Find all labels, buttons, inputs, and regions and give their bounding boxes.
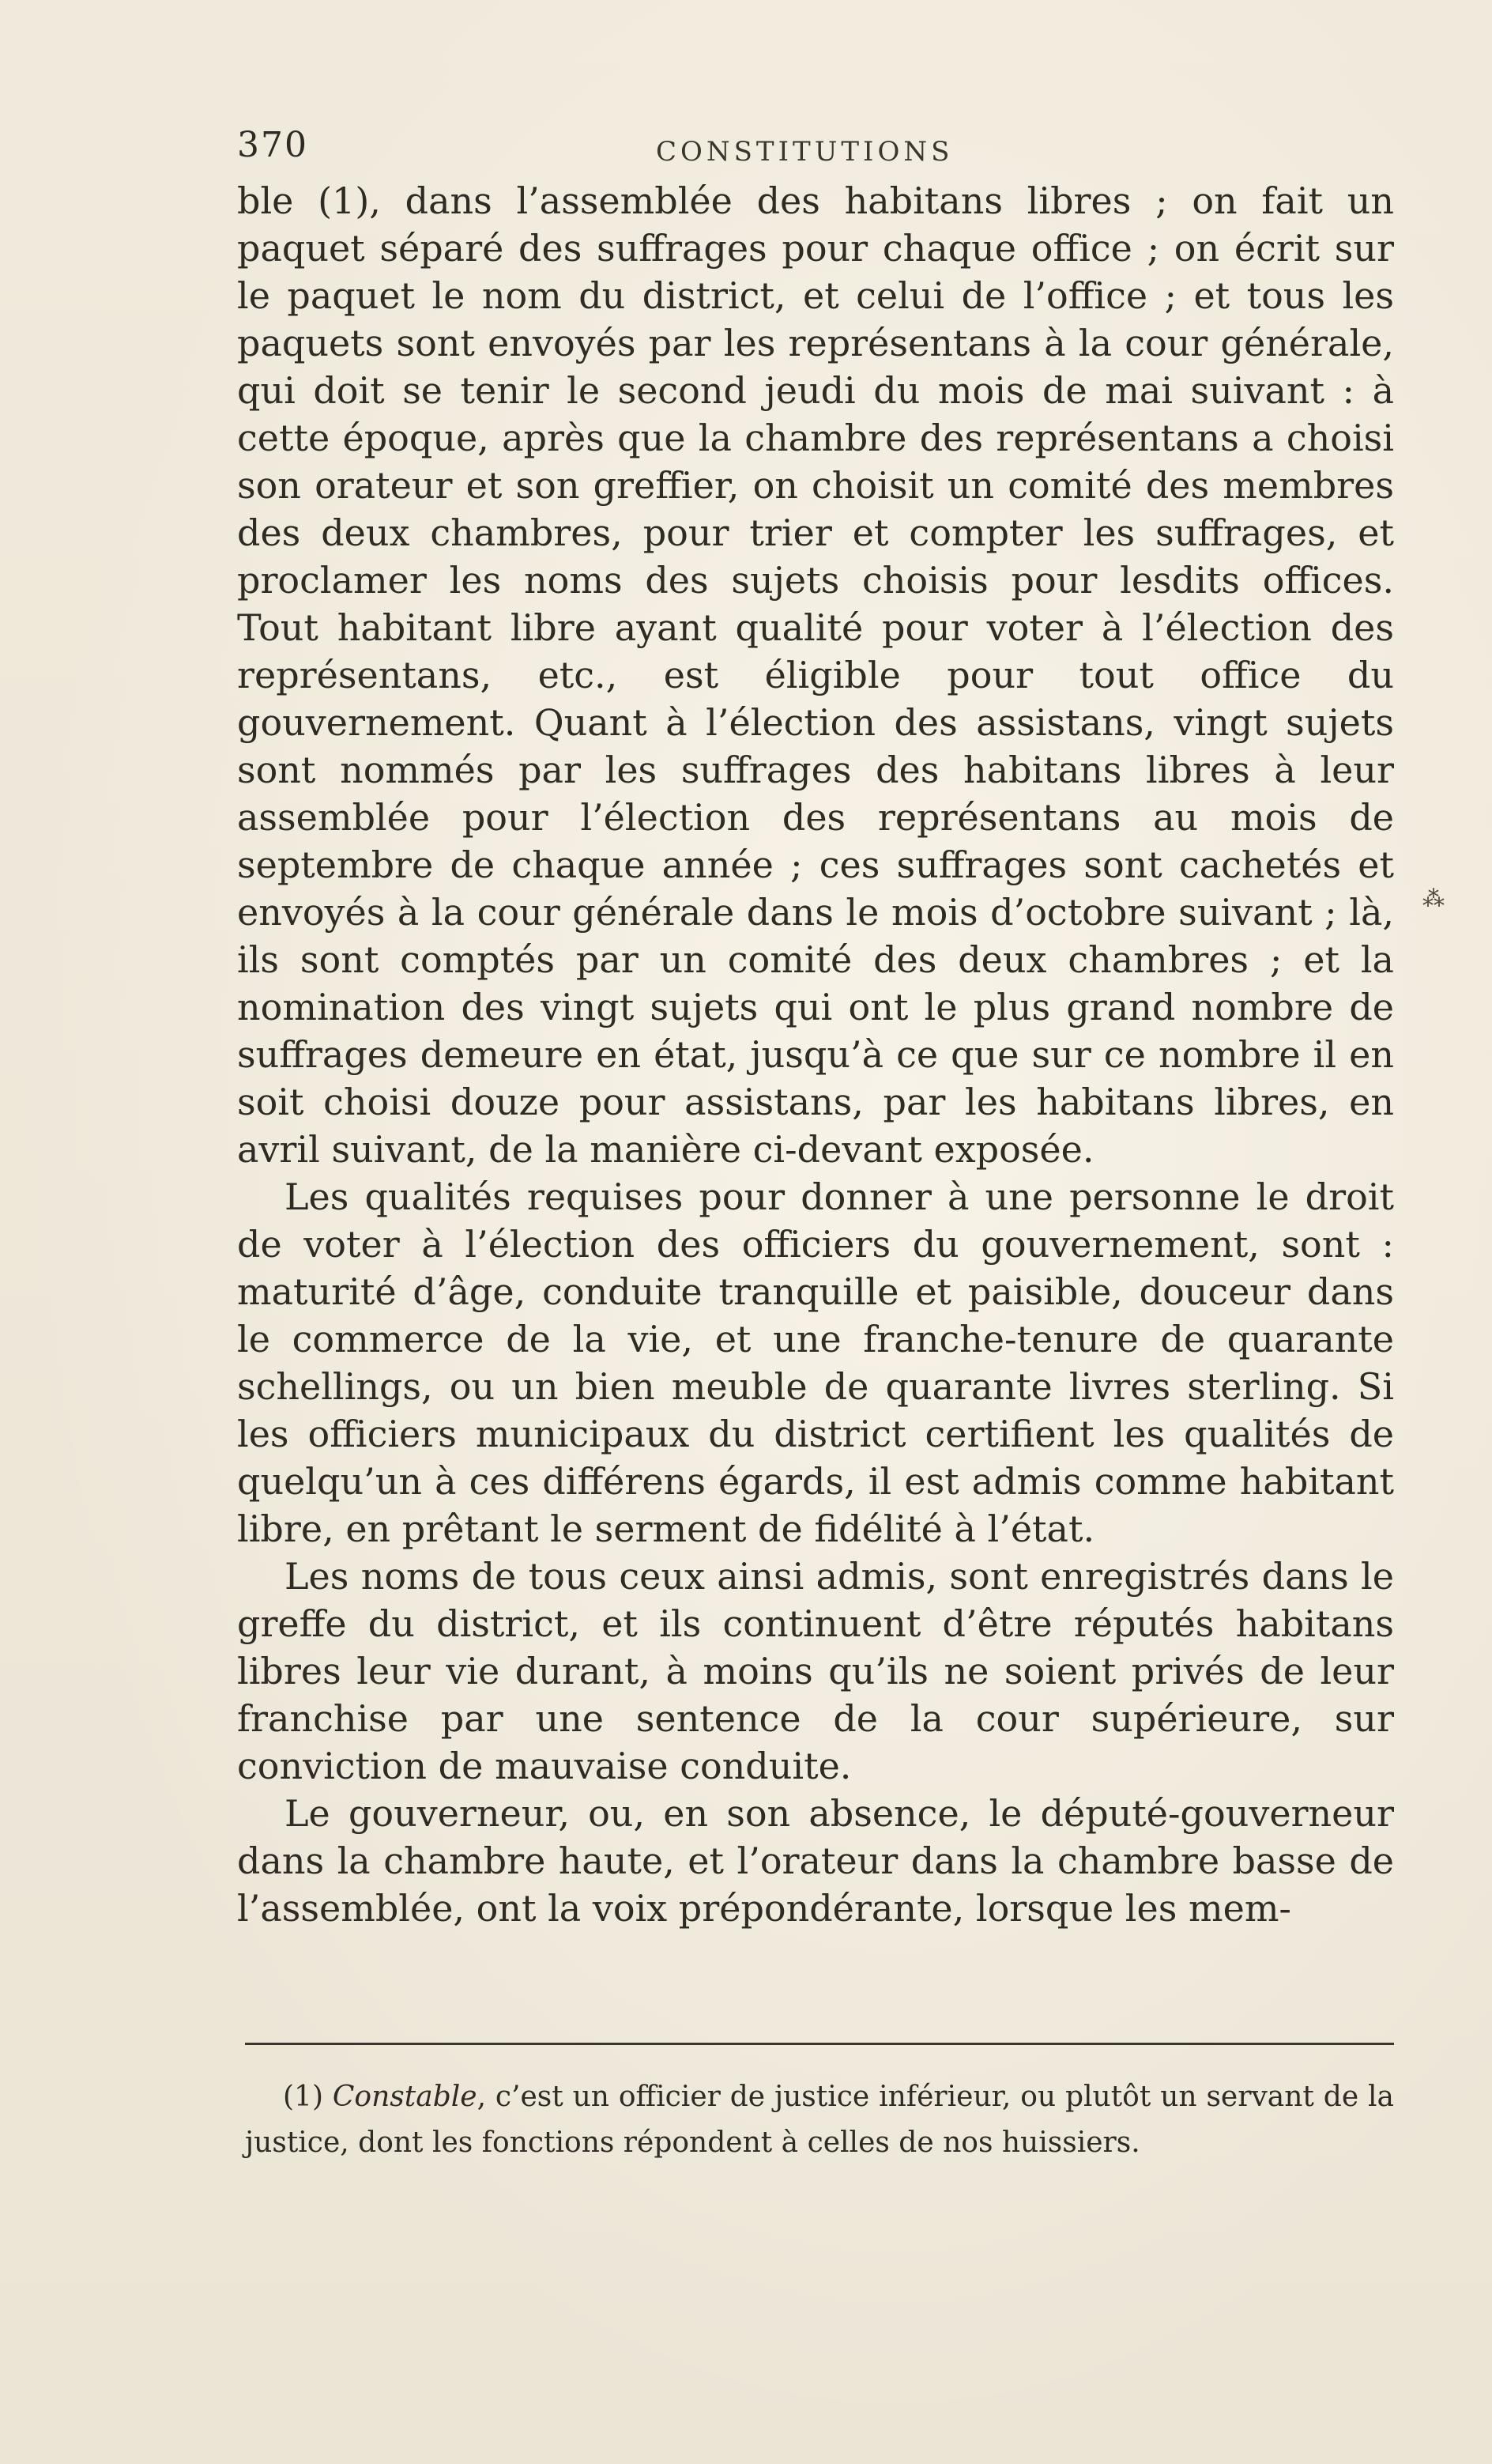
- footnote-marker: (1): [283, 2081, 323, 2113]
- page-header: [237, 125, 1391, 172]
- body-text: [237, 177, 1394, 1932]
- paragraph-2: Les qualités requises pour donner à une personne le droit de voter à l’élection des officiers du gouvernement, sont : maturité d’âge, conduite tranquille et paisible, douceur dans le commerce de la vie, et une franche-tenure de quarante schellings, ou un bien meuble de quarante livres sterling. Si les officiers municipaux du district certifient les qualités de quelqu’un à ces différens égards, il est admis comme habitant libre, en prêtant le serment de fidélité à l’état.: [237, 1175, 1394, 1550]
- paragraph-3: Les noms de tous ceux ainsi admis, sont enregistrés dans le greffe du district, et ils continuent d’être réputés habitans libres leur vie durant, à moins qu’ils ne soient privés de leur franchise par une sentence de la cour supérieure, sur conviction de mauvaise conduite.: [237, 1555, 1394, 1787]
- footnote-rule: [245, 2043, 1394, 2045]
- running-head: CONSTITUTIONS: [656, 136, 954, 168]
- footnote: [245, 2074, 1394, 2166]
- paragraph-4: Le gouverneur, ou, en son absence, le député-gouverneur dans la chambre haute, et l’orateur dans la chambre basse de l’assemblée, ont la voix prépondérante, lorsque les mem-: [237, 1792, 1394, 1930]
- margin-ink-speck: ⁂: [1422, 885, 1445, 911]
- page-number: 370: [237, 125, 308, 165]
- footnote-text: , c’est un officier de justice inférieur, ou plutôt un servant de la justice, dont les fonctions répondent à celles de nos huissiers.: [245, 2081, 1394, 2159]
- footnote-term: Constable: [332, 2081, 477, 2113]
- paragraph-1: ble (1), dans l’assemblée des habitans libres ; on fait un paquet séparé des suffrages pour chaque office ; on écrit sur le paquet le nom du district, et celui de l’office ; et tous les paquets sont envoyés par les représentans à la cour générale, qui doit se tenir le second jeudi du mois de mai suivant : à cette époque, après que la chambre des représentans a choisi son orateur et son greffier, on choisit un comité des membres des deux chambres, pour trier et compter les suffrages, et proclamer les noms des sujets choisis pour lesdits offices. Tout habitant libre ayant qualité pour voter à l’élection des représentans, etc., est éligible pour tout office du gouvernement. Quant à l’élection des assistans, vingt sujets sont nommés par les suffrages des habitans libres à leur assemblée pour l’élection des représentans au mois de septembre de chaque année ; ces suffrages sont cachetés et envoyés à la cour générale dans le mois d’octobre suivant ; là, ils sont comptés par un comité des deux chambres ; et la nomination des vingt sujets qui ont le plus grand nombre de suffrages demeure en état, jusqu’à ce que sur ce nombre il en soit choisi douze pour assistans, par les habitans libres, en avril suivant, de la manière ci-devant exposée.: [237, 179, 1394, 1171]
